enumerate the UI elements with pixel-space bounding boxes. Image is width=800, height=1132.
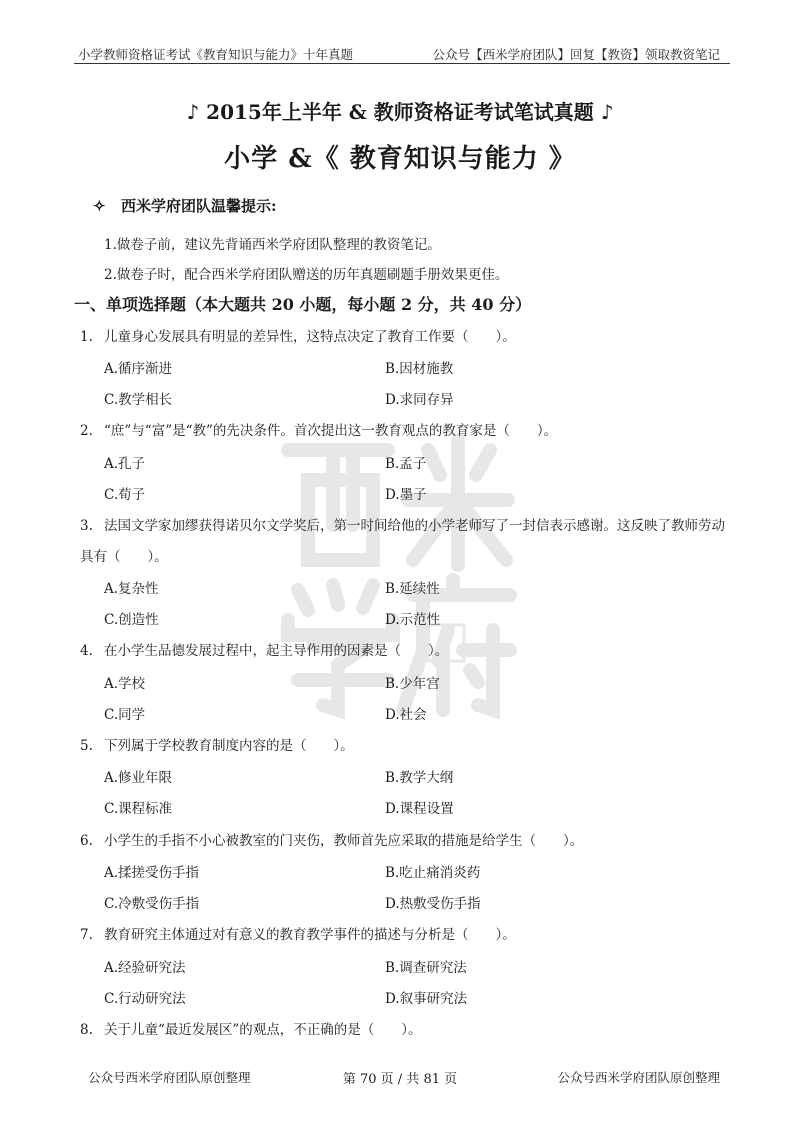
question-1 (80, 325, 516, 345)
option-d: D.示范性 (385, 612, 441, 628)
tips-heading (93, 195, 277, 216)
option-a: A.揉搓受伤手指 (104, 865, 200, 881)
question-number: 1. (80, 329, 93, 345)
option-c: C.课程标准 (104, 801, 173, 817)
footer-left-text: 公众号西米学府团队原创整理 (88, 1070, 251, 1085)
question-number: 8. (80, 1022, 93, 1038)
question-6 (80, 829, 583, 849)
footer-right-text: 公众号西米学府团队原创整理 (557, 1070, 720, 1085)
option-a: A.经验研究法 (104, 960, 186, 976)
question-text: 下列属于学校教育制度内容的是（ ）。 (104, 738, 354, 754)
tips-heading-text: 西米学府团队温馨提示: (121, 197, 277, 215)
option-b: B.因材施教 (385, 361, 454, 377)
option-d: D.热敷受伤手指 (385, 896, 481, 912)
question-text: 法国文学家加缪获得诺贝尔文学奖后，第一时间给他的小学老师写了一封信表示感谢。这反映了教师劳动 (104, 518, 725, 534)
header-left-text: 小学教师资格证考试《教育知识与能力》十年真题 (78, 47, 354, 62)
question-text: “庶”与“富”是“教”的先决条件。首次提出这一教育观点的教育家是（ ）。 (104, 423, 558, 439)
section-heading: 一、单项选择题（本大题共 20 小题，每小题 2 分，共 40 分） (74, 295, 532, 314)
question-number: 6. (80, 833, 93, 849)
question-7 (80, 923, 516, 943)
header-right-text: 公众号【西米学府团队】回复【教资】领取教资笔记 (432, 47, 720, 62)
question-number: 7. (80, 927, 93, 943)
option-b: B.孟子 (385, 456, 427, 472)
option-d: D.社会 (385, 707, 427, 723)
option-d: D.叙事研究法 (385, 991, 468, 1007)
page-number: 第 70 页 / 共 81 页 (342, 1072, 458, 1087)
option-a: A.学校 (104, 676, 146, 692)
question-number: 3. (80, 518, 93, 534)
question-number: 5. (80, 738, 93, 754)
page-title: ♪ 2015年上半年 & 教师资格证考试笔试真题 ♪ (186, 100, 614, 124)
option-b: B.少年宫 (385, 676, 440, 692)
option-b: B.教学大纲 (385, 770, 454, 786)
option-b: B.吃止痛消炎药 (385, 865, 481, 881)
page-subtitle: 小学 &《 教育知识与能力 》 (224, 144, 576, 174)
option-c: C.教学相长 (104, 392, 173, 408)
question-text: 教育研究主体通过对有意义的教育教学事件的描述与分析是（ ）。 (104, 927, 516, 943)
question-text: 在小学生品德发展过程中，起主导作用的因素是（ ）。 (104, 643, 449, 659)
question-8 (80, 1018, 422, 1038)
question-text: 小学生的手指不小心被教室的门夹伤，教师首先应采取的措施是给学生（ ）。 (104, 833, 584, 849)
question-text: 儿童身心发展具有明显的差异性，这特点决定了教育工作要（ ）。 (104, 329, 516, 345)
tip-item: 1.做卷子前，建议先背诵西米学府团队整理的教资笔记。 (104, 237, 441, 253)
question-2 (80, 419, 557, 439)
question-number: 2. (80, 423, 93, 439)
option-a: A.修业年限 (104, 770, 173, 786)
question-5 (80, 734, 354, 754)
option-a: A.孔子 (104, 456, 146, 472)
question-number: 4. (80, 643, 93, 659)
option-c: C.同学 (104, 707, 146, 723)
option-c: C.荀子 (104, 487, 146, 503)
option-b: B.延续性 (385, 581, 440, 597)
question-3-continued: 具有（ ）。 (80, 549, 168, 565)
option-a: A.循序渐进 (104, 361, 173, 377)
header-divider (74, 63, 730, 64)
sparkle-icon: ✧ (93, 197, 106, 215)
option-d: D.求同存异 (385, 392, 454, 408)
option-d: D.课程设置 (385, 801, 454, 817)
option-c: C.创造性 (104, 612, 159, 628)
question-text: 关于儿童“最近发展区”的观点，不正确的是（ ）。 (104, 1022, 422, 1038)
option-c: C.冷敷受伤手指 (104, 896, 200, 912)
option-d: D.墨子 (385, 487, 427, 503)
question-3 (80, 514, 725, 534)
option-a: A.复杂性 (104, 581, 159, 597)
option-b: B.调查研究法 (385, 960, 467, 976)
tip-item: 2.做卷子时，配合西米学府团队赠送的历年真题刷题手册效果更佳。 (104, 267, 509, 283)
question-4 (80, 639, 448, 659)
option-c: C.行动研究法 (104, 991, 186, 1007)
